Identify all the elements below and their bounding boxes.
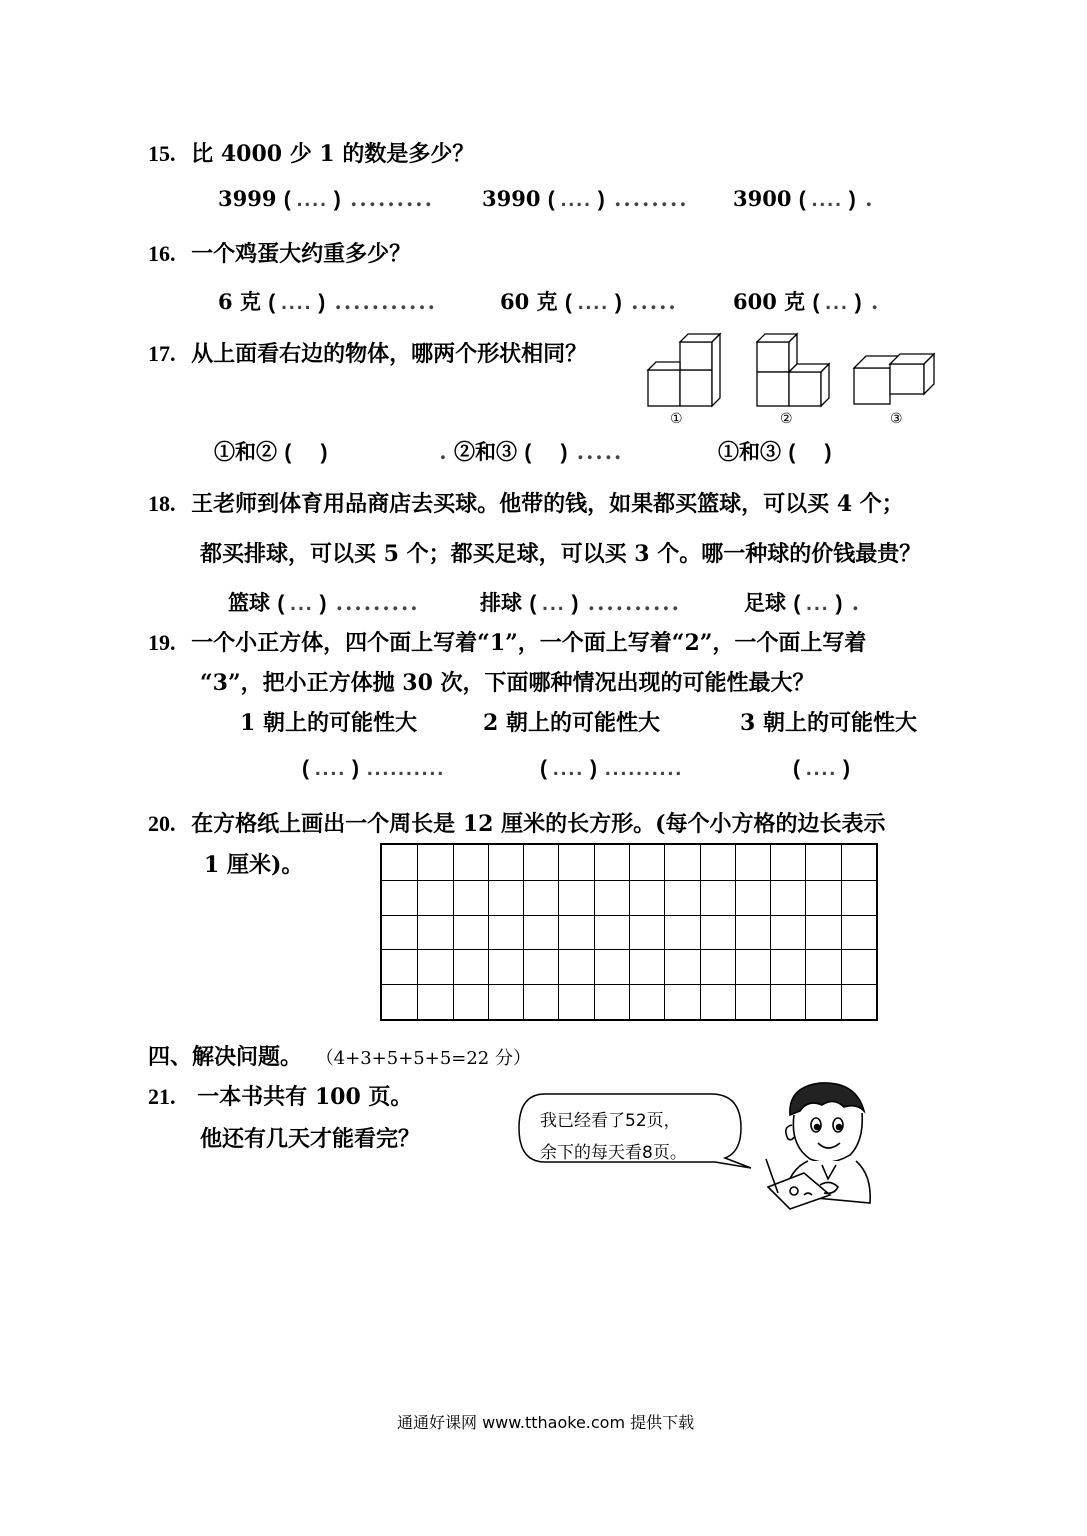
answer-blank[interactable]: ( .... ) [547,188,605,211]
drawing-grid[interactable] [380,843,878,1021]
option-1-and-2: ①和② ( ) . [214,439,449,464]
option-label: 3900 [733,186,792,211]
answer-blank[interactable]: ( ... ) [812,291,862,314]
option-3999: 3999 ( .... ) ......... [218,186,434,211]
question-text: 从上面看右边的物体，哪两个形状相同？ [191,341,588,367]
grid-line-vertical [805,845,806,1019]
grid-line-horizontal [382,949,876,950]
figure-label-2: ② [780,411,793,427]
option-600g: 600 克 ( ... ) . [733,289,881,314]
grid-line-horizontal [382,915,876,916]
question-21 [148,1080,412,1111]
question-text-line1: 王老师到体育用品商店去买球。他带的钱，如果都买篮球，可以买 4 个； [191,491,904,517]
option-text-3: 3 朝上的可能性大 [740,710,917,736]
option-label: 600 克 [733,289,806,314]
answer-blank[interactable]: ( .... ) [283,188,341,211]
grid-line-vertical [700,845,701,1019]
question-number: 21. [148,1084,176,1109]
footer-text: 通通好课网 www.tthaoke.com 提供下载 [397,1413,695,1432]
question-19 [148,626,866,657]
option-label: 篮球 [228,590,270,615]
question-21-line2: 他还有几天才能看完？ [200,1126,421,1152]
section-title: 四、解决问题。 [148,1044,303,1070]
section-4-header [148,1040,531,1071]
grid-line-vertical [453,845,454,1019]
option-6g: 6 克 ( .... ) ........... [218,289,437,314]
question-20-line2: 1 厘米)。 [204,852,304,878]
question-number: 16. [148,241,176,266]
question-number: 18. [148,491,176,516]
option-label: 3999 [218,186,277,211]
grid-line-vertical [417,845,418,1019]
option-label: 60 克 [500,289,558,314]
answer-blank[interactable]: ( ... ) [277,592,327,615]
option-label: 排球 [480,590,522,615]
answer-blank[interactable]: ( ... ) [793,592,843,615]
cube-figure-2 [755,332,835,410]
answer-blank[interactable]: ( ... ) [529,592,579,615]
question-text: 一个鸡蛋大约重多少？ [191,241,412,267]
grid-line-vertical [735,845,736,1019]
cube-figure-3 [852,350,938,408]
answer-blank[interactable]: ( .... ) [268,291,326,314]
figure-label-3: ③ [890,411,903,427]
option-text-2: 2 朝上的可能性大 [483,710,660,736]
grid-line-vertical [770,845,771,1019]
answer-blank-2[interactable]: ( .... ) .......... [540,757,684,780]
grid-line-horizontal [382,880,876,881]
cube-figure-1 [646,332,726,410]
answer-blank[interactable]: ( .... ) [798,188,856,211]
option-volleyball: 排球 ( ... ) .......... [480,590,681,615]
option-label: ①和③ [718,439,781,464]
answer-blank[interactable]: ( .... ) [564,291,622,314]
section-points: （4+3+5+5+5=22 分） [315,1048,531,1069]
grid-line-vertical [558,845,559,1019]
bubble-text-line1: 我已经看了52页， [540,1111,681,1131]
grid-line-vertical [594,845,595,1019]
option-label: ②和③ [454,439,517,464]
option-60g: 60 克 ( .... ) ..... [500,289,678,314]
option-text-1: 1 朝上的可能性大 [240,710,417,736]
option-label: 3990 [482,186,541,211]
question-17 [148,337,587,368]
grid-line-vertical [629,845,630,1019]
question-16 [148,237,411,268]
question-18 [148,487,904,518]
figure-label-1: ① [670,411,683,427]
option-2-and-3: ②和③ ( ) ..... [454,439,624,464]
grid-line-vertical [664,845,665,1019]
bubble-text-line2: 余下的每天看8页。 [540,1143,687,1163]
option-label: 6 克 [218,289,261,314]
question-18-line2: 都买排球，可以买 5 个；都买足球，可以买 3 个。哪一种球的价钱最贵？ [200,541,922,567]
question-number: 15. [148,141,176,166]
question-20 [148,807,886,838]
question-text-line1: 一本书共有 100 页。 [197,1084,413,1110]
option-3900: 3900 ( .... ) . [733,186,875,211]
grid-line-vertical [841,845,842,1019]
question-15 [148,137,474,168]
question-number: 19. [148,630,176,655]
boy-reading-illustration [760,1075,890,1210]
question-text: 比 4000 少 1 的数是多少？ [191,141,475,167]
answer-blank[interactable]: ( ) [524,441,568,464]
answer-blank[interactable]: ( ) [788,441,832,464]
option-label: 足球 [744,590,786,615]
answer-blank[interactable]: ( ) [284,441,328,464]
grid-line-vertical [523,845,524,1019]
answer-blank-3[interactable]: ( .... ) [793,757,850,780]
question-19-line2: “3”，把小正方体抛 30 次，下面哪种情况出现的可能性最大？ [200,670,815,696]
question-text-line1: 在方格纸上画出一个周长是 12 厘米的长方形。(每个小方格的边长表示 [191,811,886,837]
question-text-line1: 一个小正方体，四个面上写着“1”，一个面上写着“2”，一个面上写着 [191,630,867,656]
answer-blank-1[interactable]: ( .... ) .......... [302,757,446,780]
option-basketball: 篮球 ( ... ) ......... [228,590,420,615]
question-number: 20. [148,811,176,836]
option-label: ①和② [214,439,277,464]
option-1-and-3 [718,436,831,466]
grid-line-vertical [488,845,489,1019]
option-3990: 3990 ( .... ) ........ [482,186,689,211]
option-football: 足球 ( ... ) . [744,590,862,615]
grid-line-horizontal [382,984,876,985]
question-number: 17. [148,341,176,366]
